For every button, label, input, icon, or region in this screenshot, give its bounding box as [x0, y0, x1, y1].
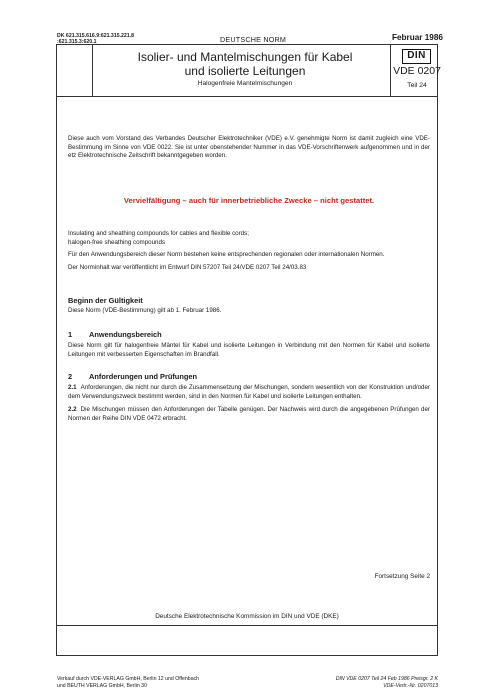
issue-date: Februar 1986 — [392, 33, 443, 42]
footer-line: Verkauf durch VDE-VERLAG GmbH, Berlin 12 und Offenbach — [57, 676, 200, 682]
norm-type: DEUTSCHE NORM — [220, 35, 287, 44]
title-line: und isolierte Leitungen — [184, 63, 306, 78]
section-number: 1 — [68, 330, 73, 339]
clause-text: Anforderungen, die nicht nur durch die Zusammensetzung der Mischungen, sondern wesentlich von der Konstruktion und/oder dem Verwendungszweck bestimmt werden, sind in den Normen für Kabel und isolierte Leitungen enthalten. — [68, 384, 430, 400]
title-divider — [56, 96, 438, 97]
clause-text: Die Mischungen müssen den Anforderungen der Tabelle genügen. Der Nachweis wird durch die angegebenen Prüfungen der Normen der Reihe DIN VDE 0472 erbracht. — [68, 406, 430, 422]
clause-2-1 — [68, 384, 430, 401]
relation-note: Für den Anwendungsbereich dieser Norm bestehen keine entsprechenden regionalen oder internationalen Normen. — [68, 251, 385, 258]
clause-number: 2.2 — [68, 406, 77, 413]
title-left-divider — [92, 44, 93, 96]
validity-text: Diese Norm (VDE-Bestimmung) gilt ab 1. Februar 1986. — [68, 307, 222, 314]
commission-divider — [56, 625, 438, 626]
document-title — [100, 51, 390, 78]
section-2-heading — [68, 372, 197, 381]
din-logo: DIN — [402, 49, 431, 64]
section-number: 2 — [68, 372, 73, 381]
section-1-heading — [68, 330, 162, 339]
title-line: Isolier- und Mantelmischungen für Kabel — [137, 50, 353, 64]
footer-line: und BEUTH VERLAG GmbH, Berlin 30 — [57, 682, 147, 689]
english-title — [68, 230, 430, 247]
draft-note: Der Norminhalt war veröffentlicht im Entwurf DIN 57207 Teil 24/VDE 0207 Teil 24/03.83 — [68, 264, 307, 271]
footer-line: VDE-Vertr.-Nr. 0207013 — [383, 682, 438, 689]
section-1-text: Diese Norm gilt für halogenfreie Mäntel für Kabel und isolierte Leitungen in Verbindung mit den Normen für Kabel und isolierte Leitungen mit verbesserten Eigenschaften im Brandfall. — [68, 342, 430, 358]
footer-reference — [330, 676, 438, 689]
clause-number: 2.1 — [68, 384, 77, 391]
validity-heading: Beginn der Gültigkeit — [68, 296, 143, 305]
section-title: Anforderungen und Prüfungen — [89, 372, 197, 381]
english-title-line: Insulating and sheathing compounds for cables and flexible cords; — [68, 230, 249, 237]
english-title-line: halogen-free sheathing compounds — [68, 238, 166, 246]
document-subtitle: Halogenfreie Mantelmischungen — [197, 80, 293, 87]
title-right-divider — [390, 44, 391, 96]
dk-line: DK 621.315.616.9:621.315.221.8 — [57, 33, 135, 39]
copy-warning: Vervielfältigung – auch für innerbetriebliche Zwecke – nicht gestattet. — [123, 196, 375, 205]
section-title: Anwendungsbereich — [89, 330, 162, 339]
standard-part: Teil 24 — [407, 82, 427, 89]
continued-note: Fortsetzung Seite 2 — [374, 573, 430, 580]
intro-paragraph: Diese auch vom Vorstand des Verbandes Deutscher Elektrotechniker (VDE) e.V. genehmigte Norm ist damit zugleich eine VDE-Bestimmung im Sinne von VDE 0022. Sie ist unter obenstehender Nummer in das VDE-Vorschriftenwerk aufgenommen und in der etz Elektrotechnische Zeitschrift bekanntgegeben worden. — [68, 135, 430, 160]
commission-line: Deutsche Elektrotechnische Kommission im DIN und VDE (DKE) — [155, 613, 339, 620]
dk-line: :621.315.3:620.1 — [57, 39, 97, 46]
standard-number: VDE 0207 — [393, 65, 441, 77]
clause-2-2 — [68, 406, 430, 423]
footer-publisher — [57, 676, 199, 689]
footer-line: DIN VDE 0207 Teil 24 Feb 1986 Preisgr. 2 K — [335, 676, 438, 682]
